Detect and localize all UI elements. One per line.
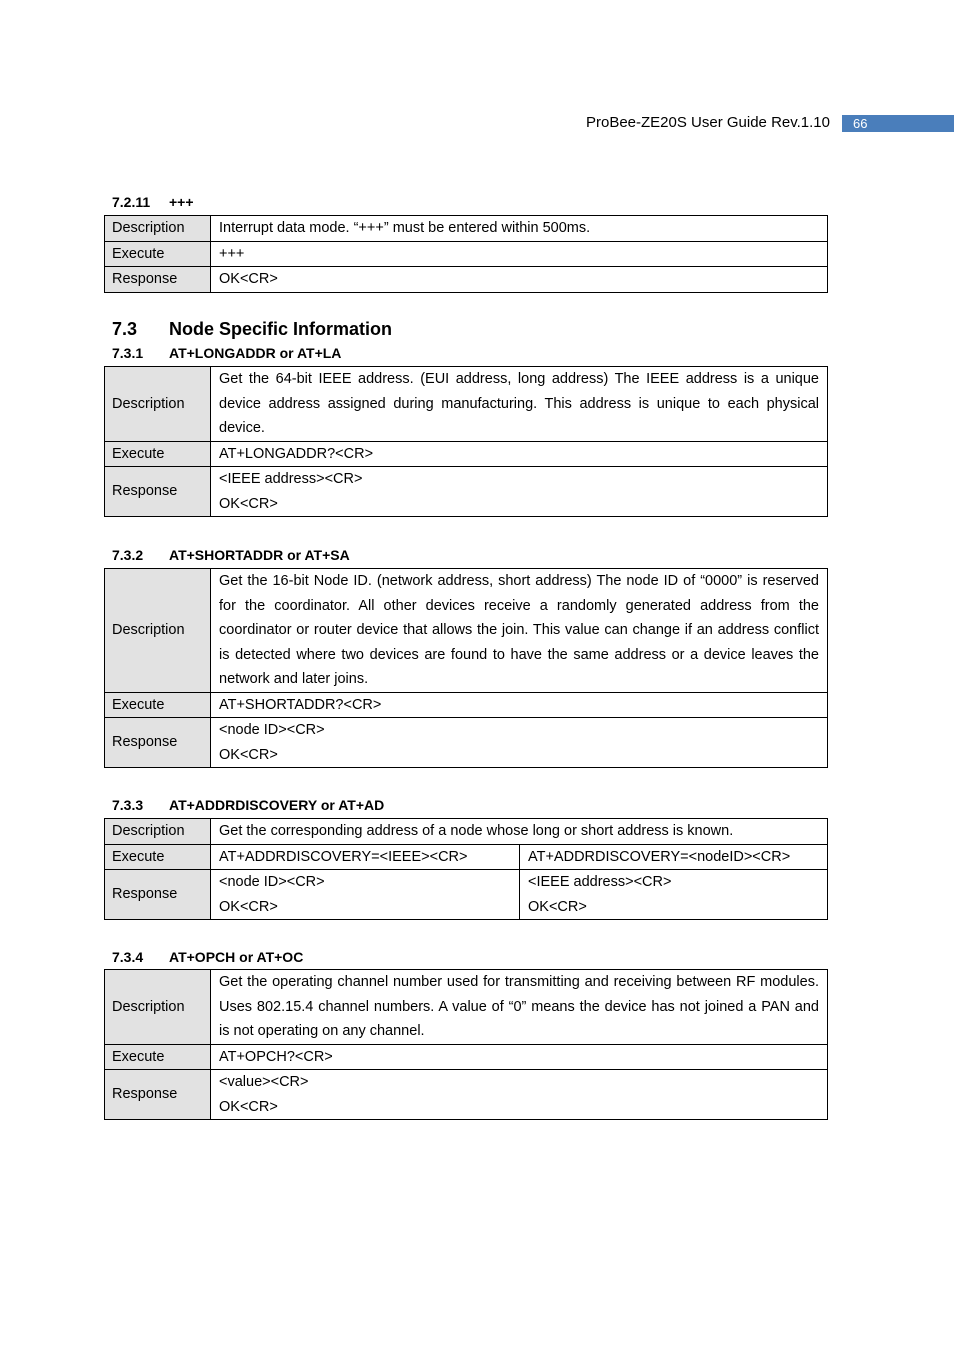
description-label: Description: [105, 367, 211, 442]
description-label: Description: [105, 819, 211, 845]
section-number: 7.3.2: [112, 547, 144, 563]
section-title: Node Specific Information: [169, 319, 393, 339]
section-heading-7-3-1: [112, 345, 341, 361]
section-heading-7-3-4: [112, 949, 303, 965]
execute-label: Execute: [105, 241, 211, 267]
document-header-title: ProBee-ZE20S User Guide Rev.1.10: [585, 114, 830, 131]
section-title: AT+ADDRDISCOVERY or AT+AD: [169, 797, 385, 813]
section-heading-7-3-3: [112, 797, 384, 813]
response-cell: [211, 718, 828, 768]
description-label: Description: [105, 569, 211, 693]
table-row: [105, 467, 828, 517]
description-cell: Interrupt data mode. “+++” must be entered within 500ms.: [211, 216, 828, 242]
table-row: [105, 718, 828, 768]
response-label: Response: [105, 870, 211, 920]
response-line: <node ID><CR>: [219, 874, 325, 890]
execute-cell: +++: [211, 241, 828, 267]
execute-label: Execute: [105, 844, 211, 870]
execute-cell-ieee: AT+ADDRDISCOVERY=<IEEE><CR>: [211, 844, 520, 870]
execute-label: Execute: [105, 692, 211, 718]
command-table-longaddr: [104, 366, 828, 517]
command-table-shortaddr: [104, 568, 828, 768]
response-label: Response: [105, 1070, 211, 1120]
command-table-addrdiscovery: [104, 818, 828, 920]
table-row: [105, 692, 828, 718]
response-label: Response: [105, 718, 211, 768]
section-number: 7.3: [112, 319, 138, 339]
description-cell: Get the corresponding address of a node whose long or short address is known.: [211, 819, 828, 845]
execute-label: Execute: [105, 441, 211, 467]
execute-cell-nodeid: AT+ADDRDISCOVERY=<nodeID><CR>: [520, 844, 828, 870]
response-line: OK<CR>: [219, 1098, 278, 1115]
table-row: [105, 216, 828, 242]
response-label: Response: [105, 467, 211, 517]
page-number-badge: 66: [842, 115, 954, 132]
section-title: AT+LONGADDR or AT+LA: [169, 345, 342, 361]
table-row: [105, 819, 828, 845]
section-heading-7-3: [112, 319, 392, 340]
response-cell: [211, 1070, 828, 1120]
response-label: Response: [105, 267, 211, 293]
description-cell: Get the 64-bit IEEE address. (EUI address, long address) The IEEE address is a unique device address assigned during manufacturing. This address is unique to each physical device.: [211, 367, 828, 442]
response-line: OK<CR>: [528, 898, 587, 915]
table-row: [105, 241, 828, 267]
command-table-plus-plus-plus: [104, 215, 828, 293]
section-heading-7-2-11: [112, 194, 194, 210]
response-cell-nodeid: [520, 870, 828, 920]
response-line: <node ID><CR>: [219, 722, 325, 738]
table-row: [105, 367, 828, 442]
table-row: [105, 1070, 828, 1120]
response-line: <IEEE address><CR>: [219, 471, 363, 487]
section-title: AT+SHORTADDR or AT+SA: [169, 547, 350, 563]
section-heading-7-3-2: [112, 547, 350, 563]
section-title: AT+OPCH or AT+OC: [169, 949, 304, 965]
description-label: Description: [105, 970, 211, 1045]
section-number: 7.3.1: [112, 345, 144, 361]
table-row: [105, 970, 828, 1045]
response-cell: [211, 467, 828, 517]
table-row: [105, 569, 828, 693]
execute-cell: AT+LONGADDR?<CR>: [211, 441, 828, 467]
description-label: Description: [105, 216, 211, 242]
section-title: +++: [169, 194, 194, 210]
table-row: [105, 441, 828, 467]
description-cell: Get the operating channel number used for transmitting and receiving between RF modules. Uses 802.15.4 channel numbers. A value of “0” means the device has not joined a PAN and is not operating on any channel.: [211, 970, 828, 1045]
response-line: OK<CR>: [219, 898, 278, 915]
section-number: 7.3.3: [112, 797, 144, 813]
execute-cell: AT+SHORTADDR?<CR>: [211, 692, 828, 718]
section-number: 7.3.4: [112, 949, 144, 965]
table-row: [105, 267, 828, 293]
command-table-opch: [104, 969, 828, 1120]
response-cell-ieee: [211, 870, 520, 920]
table-row: [105, 1044, 828, 1070]
description-cell: Get the 16-bit Node ID. (network address, short address) The node ID of “0000” is reserved for the coordinator. All other devices receive a randomly generated address from the coordinator or router device that allows the join. This value can change if an address conflict is detected where two devices are found to have the same address or a device leaves the network and later joins.: [211, 569, 828, 693]
response-line: <IEEE address><CR>: [528, 874, 672, 890]
table-row: [105, 844, 828, 870]
response-line: OK<CR>: [219, 746, 278, 763]
response-cell: OK<CR>: [211, 267, 828, 293]
execute-cell: AT+OPCH?<CR>: [211, 1044, 828, 1070]
section-number: 7.2.11: [112, 194, 151, 210]
response-line: <value><CR>: [219, 1074, 309, 1090]
table-row: [105, 870, 828, 920]
response-line: OK<CR>: [219, 495, 278, 512]
execute-label: Execute: [105, 1044, 211, 1070]
